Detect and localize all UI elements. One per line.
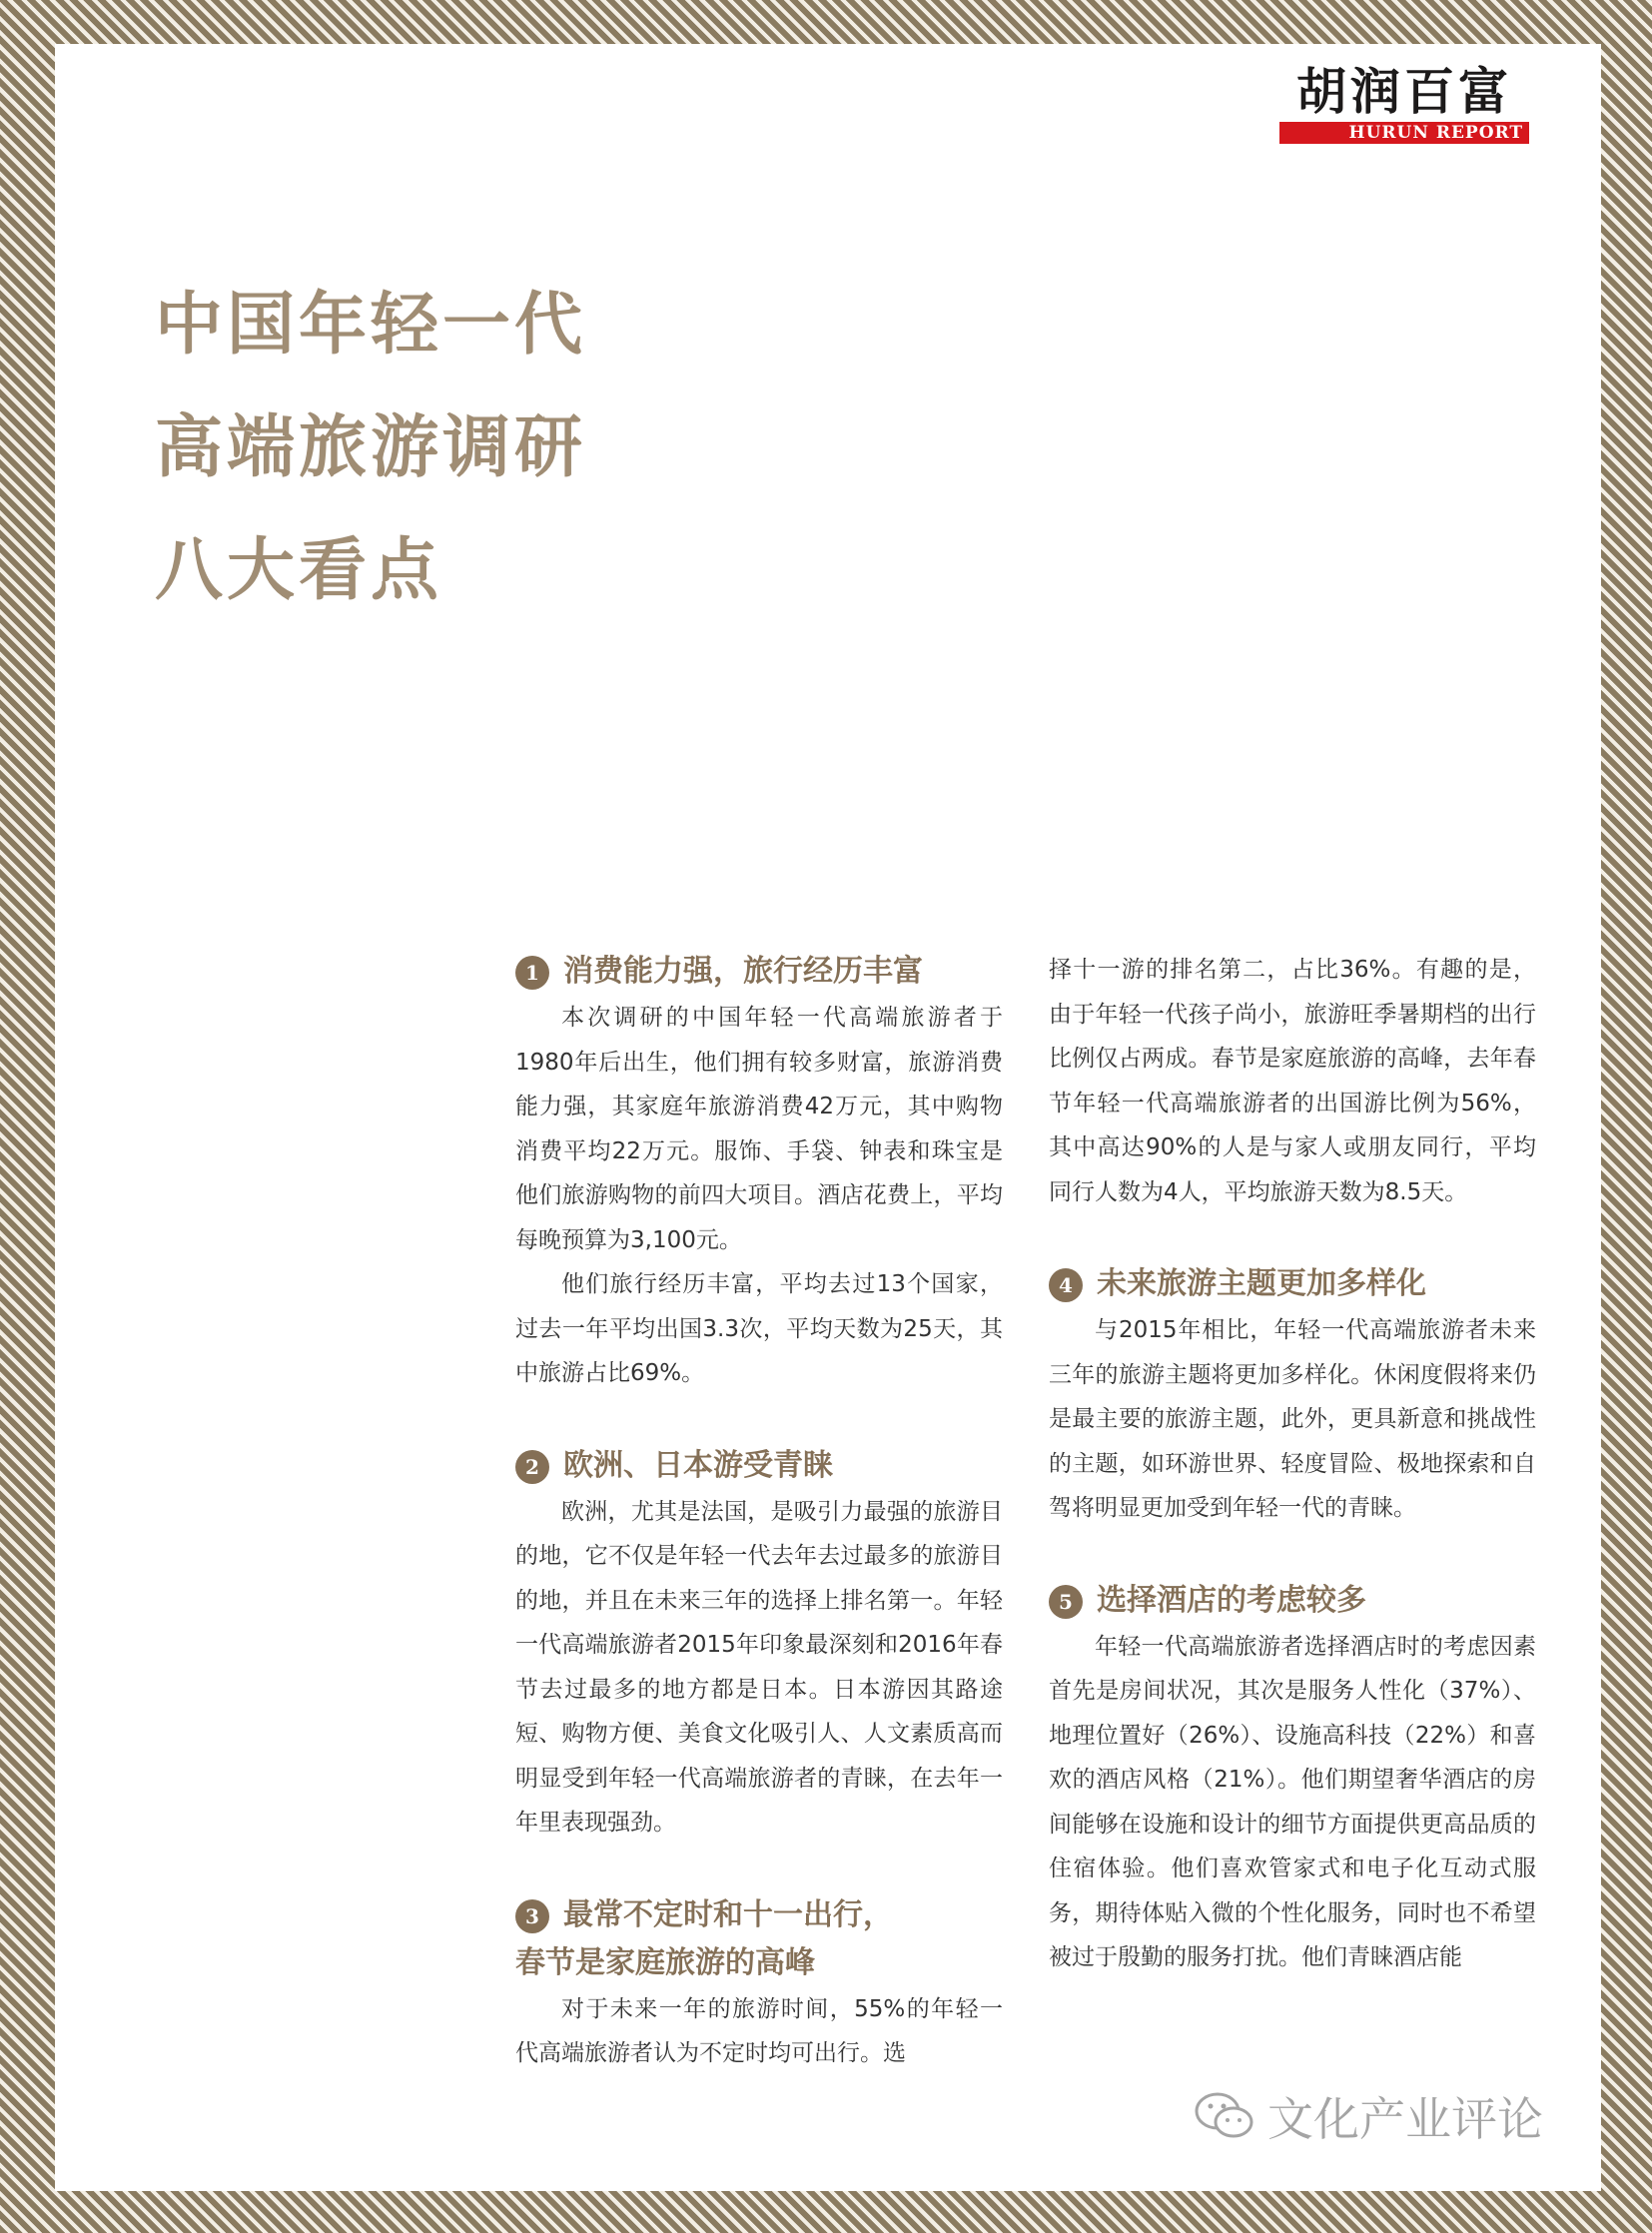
section-heading-1 bbox=[515, 948, 1003, 996]
section-heading-5 bbox=[1049, 1577, 1536, 1625]
section-4-paragraph-1: 与2015年相比，年轻一代高端旅游者未来三年的旅游主题将更加多样化。休闲度假将来仍是最主要的旅游主题，此外，更具新意和挑战性的主题，如环游世界、轻度冒险、极地探索和自驾将明显更加受到年轻一代的青睐。 bbox=[1049, 1317, 1536, 1521]
logo-en-text: HURUN REPORT bbox=[1279, 122, 1529, 144]
section-number-badge: 1 bbox=[515, 956, 549, 990]
section-heading-text-line-2: 春节是家庭旅游的高峰 bbox=[515, 1944, 815, 1980]
title-line-1: 中国年轻一代 bbox=[155, 285, 587, 365]
section-heading-3 bbox=[515, 1891, 1003, 1987]
section-heading-text: 消费能力强，旅行经历丰富 bbox=[563, 954, 923, 989]
hurun-logo bbox=[1279, 62, 1529, 144]
section-heading-text: 未来旅游主题更加多样化 bbox=[1097, 1266, 1426, 1301]
section-2-paragraph-1: 欧洲，尤其是法国，是吸引力最强的旅游目的地，它不仅是年轻一代去年去过最多的旅游目的地，并且在未来三年的选择上排名第一。年轻一代高端旅游者2015年印象最深刻和2016年春节去过最多的地方都是日本。日本游因其路途短、购物方便、美食文化吸引人、人文素质高而明显受到年轻一代高端旅游者的青睐，在去年一年里表现强劲。 bbox=[515, 1498, 1003, 1836]
section-heading-2 bbox=[515, 1442, 1003, 1490]
title-line-2: 高端旅游调研 bbox=[155, 407, 587, 487]
section-number-badge: 2 bbox=[515, 1450, 549, 1484]
section-3-continuation: 择十一游的排名第二，占比36%。有趣的是，由于年轻一代孩子尚小，旅游旺季暑期档的出行比例仅占两成。春节是家庭旅游的高峰，去年春节年轻一代高端旅游者的出国游比例为56%，其中高达90%的人是与家人或朋友同行，平均同行人数为4人，平均旅游天数为8.5天。 bbox=[1049, 957, 1536, 1205]
logo-cn-text: 胡润百富 bbox=[1296, 63, 1512, 121]
right-column bbox=[1049, 948, 1536, 1980]
watermark-text: 文化产业评论 bbox=[1267, 2092, 1543, 2146]
section-1-paragraph-1: 本次调研的中国年轻一代高端旅游者于1980年后出生，他们拥有较多财富，旅游消费能力强，其家庭年旅游消费42万元，其中购物消费平均22万元。服饰、手袋、钟表和珠宝是他们旅游购物的前四大项目。酒店花费上，平均每晚预算为3,100元。 bbox=[515, 1005, 1003, 1253]
watermark bbox=[1194, 2083, 1543, 2149]
section-5-paragraph-1: 年轻一代高端旅游者选择酒店时的考虑因素首先是房间状况，其次是服务人性化（37%）、地理位置好（26%）、设施高科技（22%）和喜欢的酒店风格（21%）。他们期望奢华酒店的房间能够在设施和设计的细节方面提供更高品质的住宿体验。他们喜欢管家式和电子化互动式服务，期待体贴入微的个性化服务，同时也不希望被过于殷勤的服务打扰。他们青睐酒店能 bbox=[1049, 1633, 1536, 1970]
wechat-icon bbox=[1194, 2090, 1255, 2142]
section-1-paragraph-2: 他们旅行经历丰富，平均去过13个国家，过去一年平均出国3.3次，平均天数为25天，其中旅游占比69%。 bbox=[515, 1271, 1003, 1386]
section-number-badge: 4 bbox=[1049, 1268, 1083, 1302]
section-number-badge: 3 bbox=[515, 1899, 549, 1933]
section-heading-text: 欧洲、日本游受青睐 bbox=[563, 1447, 833, 1483]
title-line-3: 八大看点 bbox=[155, 530, 443, 610]
section-heading-4 bbox=[1049, 1260, 1536, 1308]
section-number-badge: 5 bbox=[1049, 1585, 1083, 1619]
section-3-paragraph-1: 对于未来一年的旅游时间，55%的年轻一代高端旅游者认为不定时均可出行。选 bbox=[515, 1995, 1003, 2066]
left-column bbox=[515, 948, 1003, 2076]
page bbox=[55, 44, 1601, 2191]
section-heading-text: 选择酒店的考虑较多 bbox=[1097, 1582, 1366, 1618]
page-title bbox=[155, 264, 586, 632]
section-heading-text: 最常不定时和十一出行， bbox=[563, 1896, 893, 1932]
